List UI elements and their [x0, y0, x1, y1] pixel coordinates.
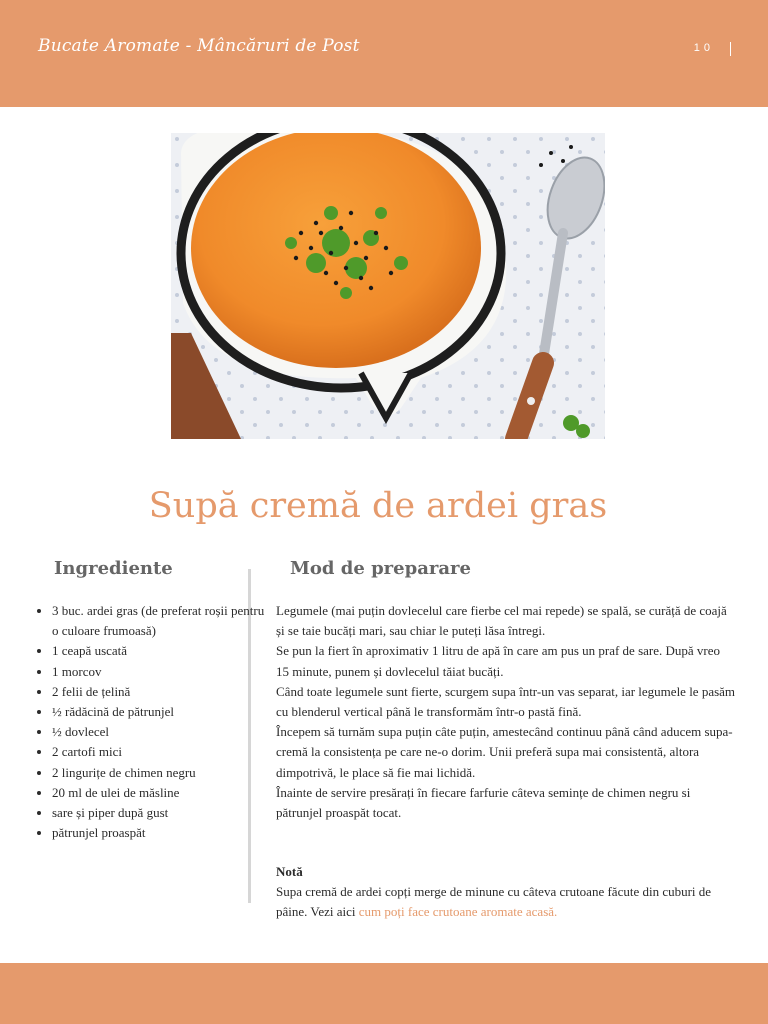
preparation-step: Se pun la fiert în aproximativ 1 litru de apă în care am pus un praf de sare. După vreo 15 minute, punem și dovlecelul tăiat bucăți. [276, 643, 721, 679]
page-number: 10 [693, 42, 714, 54]
ingredient-item: • 2 felii de țelină [52, 682, 266, 702]
soup-photo [171, 133, 605, 439]
ingredient-item: • ½ dovlecel [52, 722, 266, 742]
ingredient-item: • 3 buc. ardei gras (de preferat roșii pentru o culoare frumoasă) [52, 601, 266, 641]
preparation-heading: Mod de preparare [290, 558, 471, 579]
preparation-step: Înainte de servire presărați în fiecare farfurie câteva semințe de chimen negru si pătrunjel proaspăt tocat. [276, 784, 691, 821]
croutons-link[interactable]: cum poți face crutoane aromate acasă. [358, 904, 558, 920]
ingredient-item: • 1 morcov [52, 662, 266, 682]
preparation-step: Începem să turnăm supa puțin câte puțin, amestecând continuu până când aducem supa-cremă la consistența pe care ne-o dorim. Unii preferă supa mai consistentă, altora dimpotrivă, le place să fie mai lichidă. [276, 724, 733, 780]
ingredient-item: • pătrunjel proaspăt [52, 823, 266, 843]
note-label: Notă [276, 864, 303, 879]
ingredient-item: • ½ rădăcină de pătrunjel [52, 702, 266, 722]
header-title: Bucate Aromate - Mâncăruri de Post [38, 36, 360, 56]
ingredients-list [20, 601, 266, 843]
ingredients-heading: Ingrediente [54, 558, 173, 579]
ingredient-item: • 2 cartofi mici [52, 742, 266, 762]
note-text: Supa cremă de ardei copți merge de minune cu câteva crutoane făcute din cuburi de pâine. Vezi aici [276, 884, 712, 920]
page-number-divider [730, 42, 731, 56]
preparation-steps [276, 601, 736, 823]
ingredient-item: • 1 ceapă uscată [52, 641, 266, 661]
header-band [0, 0, 768, 107]
footer-band [0, 963, 768, 1024]
ingredient-item: • 20 ml de ulei de măsline [52, 783, 266, 803]
preparation-step: Când toate legumele sunt fierte, scurgem supa într-un vas separat, iar legumele le pasăm cu blenderul vertical până le transformăm într-o pastă fină. [276, 683, 736, 720]
note-block [276, 862, 736, 923]
ingredient-item: • 2 lingurițe de chimen negru [52, 763, 266, 783]
soup-photo-illustration [171, 133, 605, 439]
ingredient-item: • sare și piper după gust [52, 803, 266, 823]
preparation-step: Legumele (mai puțin dovlecelul care fierbe cel mai repede) se spală, se curăță de coajă și se taie bucăți mari, sau chiar le puteți lăsa întregi. [276, 603, 727, 639]
recipe-title: Supă cremă de ardei gras [148, 486, 608, 526]
note-text-container [276, 882, 736, 922]
